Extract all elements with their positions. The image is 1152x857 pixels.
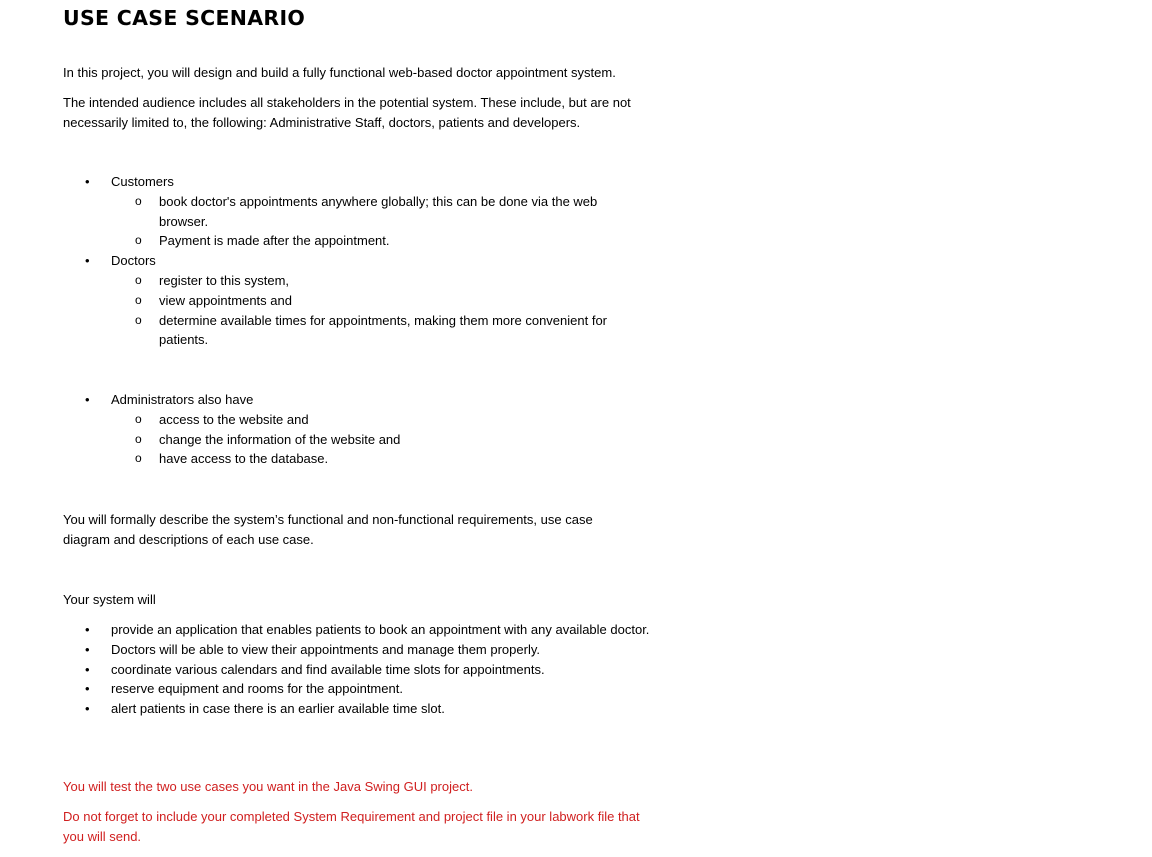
list-item: [63, 699, 671, 719]
note-test-use-cases: You will test the two use cases you want in the Java Swing GUI project.: [63, 779, 473, 794]
list-item: [111, 271, 639, 291]
circle-bullet-icon: o: [135, 312, 142, 327]
system-item-text: coordinate various calendars and find available time slots for appointments.: [111, 661, 545, 677]
list-item: [63, 660, 671, 680]
bullet-icon: •: [85, 701, 90, 717]
admin-list: [63, 390, 671, 469]
bullet-icon: •: [85, 661, 90, 677]
list-item: [63, 640, 671, 660]
stakeholder-list: [63, 172, 671, 350]
sub-item-text: Payment is made after the appointment.: [159, 233, 390, 249]
sub-item-text: register to this system,: [159, 272, 290, 288]
list-item: [111, 291, 639, 311]
circle-bullet-icon: o: [135, 292, 142, 307]
circle-bullet-icon: o: [135, 233, 142, 248]
sub-item-text: book doctor's appointments anywhere globally; this can be done via the web browser.: [159, 193, 598, 229]
list-item: [63, 172, 671, 251]
bullet-icon: •: [85, 681, 90, 697]
bullet-icon: •: [85, 641, 90, 657]
bullet-icon: •: [85, 622, 90, 637]
sub-item-text: change the information of the website and: [159, 431, 401, 447]
sub-item-text: determine available times for appointments, making them more convenient for patients.: [159, 312, 607, 348]
sub-item-text: have access to the database.: [159, 451, 329, 467]
describe-paragraph: You will formally describe the system’s functional and non-functional requirements, use case diagram and descriptions of each use case.: [63, 512, 593, 547]
page-title: USE CASE SCENARIO: [63, 6, 306, 30]
intro-paragraph: In this project, you will design and build a fully functional web-based doctor appointment system.: [63, 65, 616, 80]
circle-bullet-icon: o: [135, 451, 142, 466]
circle-bullet-icon: o: [135, 411, 142, 426]
sub-list: [111, 271, 671, 350]
list-item: [63, 390, 671, 469]
admin-label: Administrators also have: [111, 392, 254, 407]
bullet-icon: •: [85, 392, 90, 407]
list-item: [63, 679, 671, 699]
bullet-icon: •: [85, 174, 90, 189]
circle-bullet-icon: o: [135, 193, 142, 208]
bullet-icon: •: [85, 253, 90, 269]
circle-bullet-icon: o: [135, 272, 142, 287]
list-item: [63, 620, 671, 640]
audience-paragraph: The intended audience includes all stakeholders in the potential system. These include, but are not necessarily limited to, the following: Administrative Staff, doctors, patients and developers.: [63, 95, 631, 130]
stakeholder-label: Doctors: [111, 253, 156, 269]
circle-bullet-icon: o: [135, 431, 142, 446]
sub-list: [111, 410, 671, 469]
system-item-text: provide an application that enables patients to book an appointment with any available doctor.: [111, 622, 650, 637]
system-item-text: reserve equipment and rooms for the appointment.: [111, 681, 403, 697]
list-item: [63, 251, 671, 350]
note-include-files: Do not forget to include your completed System Requirement and project file in your labwork file that you will send.: [63, 809, 640, 844]
system-intro: Your system will: [63, 592, 156, 607]
system-item-text: alert patients in case there is an earlier available time slot.: [111, 701, 445, 717]
list-item: [111, 192, 639, 232]
list-item: [111, 410, 639, 430]
stakeholder-label: Customers: [111, 174, 174, 189]
system-list: [63, 620, 671, 719]
list-item: [111, 311, 639, 351]
sub-list: [111, 192, 671, 251]
list-item: [111, 231, 639, 251]
list-item: [111, 449, 639, 469]
list-item: [111, 430, 639, 450]
sub-item-text: view appointments and: [159, 292, 292, 308]
sub-item-text: access to the website and: [159, 411, 309, 427]
system-item-text: Doctors will be able to view their appointments and manage them properly.: [111, 641, 540, 657]
